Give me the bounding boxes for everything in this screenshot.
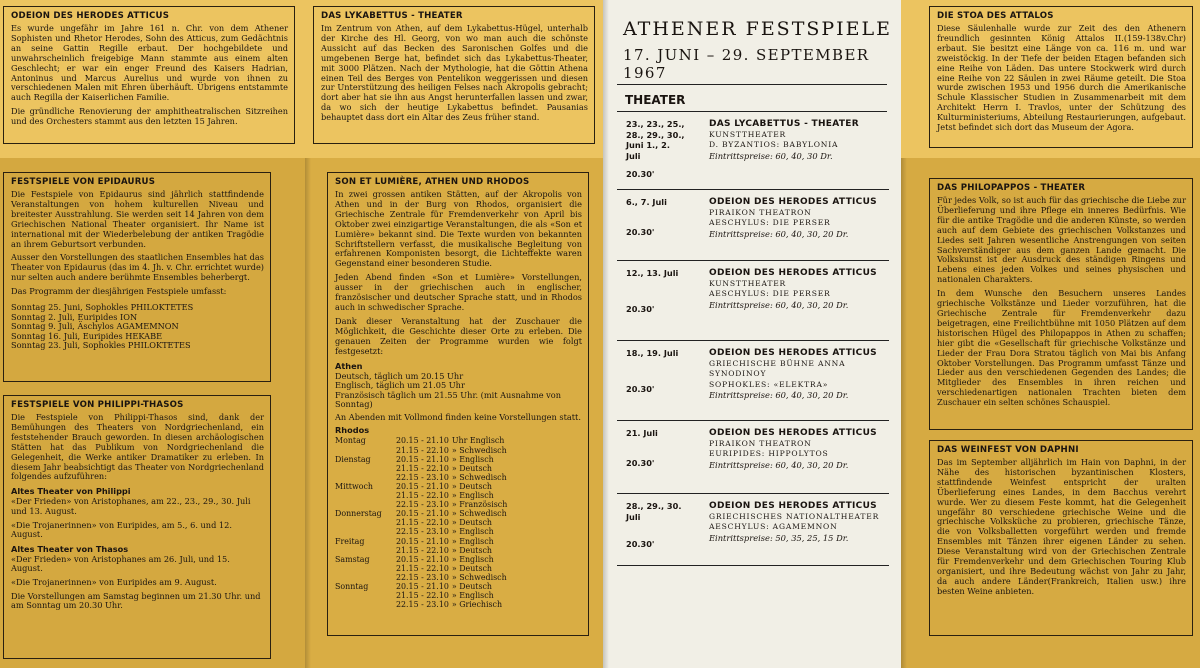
- list-item: Sonntag 9. Juli, Äschylos AGAMEMNON: [11, 321, 179, 332]
- program-time: 20.30': [626, 227, 655, 237]
- list-item: Sonntag 2. Juli, Euripides ION: [11, 311, 138, 322]
- son-text-3: Dank dieser Veranstaltung hat der Zuschauer die Möglichkeit, die Geschichte dieser Orte zu erleben. Die genauen Zeiten der Programme wurden wie folgt festgesetzt:: [335, 315, 582, 356]
- schedule-lang: Uhr Englisch: [451, 436, 505, 446]
- schedule-time: 21.15 - 22.10: [396, 518, 449, 528]
- program-ensemble: PIRAIKON THEATRON: [709, 438, 812, 448]
- philopappos-box: [929, 178, 1193, 430]
- schedule-time: 21.15 - 22.10: [396, 591, 449, 601]
- lykabettus-box: [313, 6, 595, 144]
- schedule-row: [335, 555, 510, 564]
- program-venue: ODEION DES HERODES ATTICUS: [709, 428, 877, 438]
- schedule-row: [335, 509, 510, 518]
- program-time: 20.30': [626, 169, 655, 179]
- philippi-line-2: «Die Trojanerinnen» von Euripides, am 5., 6. und 12. August.: [11, 519, 232, 540]
- program-ensemble: KUNSTTHEATER: [709, 129, 787, 139]
- list-item: Sonntag 25. Juni, Sophokles PHILOKTETES: [11, 302, 194, 313]
- program-prices: Eintrittspreise: 60, 40, 30, 20 Dr.: [709, 228, 849, 239]
- epidaurus-title: FESTSPIELE VON EPIDAURUS: [11, 177, 156, 187]
- program-dates: 23., 23., 25., 28., 29., 30., Juni 1., 2. Juli: [626, 119, 685, 161]
- stoa-title: DIE STOA DES ATTALOS: [937, 11, 1054, 21]
- program-details: [709, 501, 889, 543]
- schedule-time: 20.15 - 21.10: [396, 436, 449, 446]
- lykabettus-text: Im Zentrum von Athen, auf dem Lykabettus-Hügel, unterhalb der Kirche des Hl. Georg, von wo man auch die schönste Aussicht auf das Becken des Saronischen Golfes und die umgebenen Berge hat, befindet sich das Lykabettus-Theater, mit 3000 Plätzen. Nach der Mythologie, hat die Göttin Athena einen Teil des Berges von Pentelikon weggerissen und diesen zur Unterstützung des heiligen Felses nach Akropolis gebracht; dort aber hat sie ihn aus Angst herunterfallen lassen und zwar, da wo sich der heutige Lykabettus befindet. Pausanias behauptet dass dort ein Altar des Zeus früher stand.: [321, 23, 588, 123]
- schedule-row: [335, 455, 510, 464]
- program-venue: DAS LYCABETTUS - THEATER: [709, 119, 859, 129]
- schedule-day: Mittwoch: [335, 481, 373, 491]
- philippi-line-4: «Die Trojanerinnen» von Euripides am 9. August.: [11, 576, 217, 587]
- program-prices: Eintrittspreise: 50, 35, 25, 15 Dr.: [709, 532, 849, 543]
- schedule-lang: » Englisch: [451, 591, 494, 601]
- schedule-time: 21.15 - 22.10: [396, 545, 449, 555]
- odeion-text-1: Es wurde ungefähr im Jahre 161 n. Chr. von dem Athener Sophisten und Rhetor Herodes, Sohn des Atticus, zum Gedächtnis an seine Gattin Regille erbaut. Der hochgebildete und unwahrscheinlich freigebige Mann stammte aus einem alten Geschlecht; er war ein enger Freund des Kaisers Hadrian, Antoninus und Marcus Aurelius und wurde von ihnen zu verschiedenen Malen mit Ehren überhäuft. Übrigens entstammte auch Regilla der Kaiserlichen Familie.: [11, 23, 288, 103]
- schedule-day: [335, 491, 396, 500]
- program-entry: [617, 191, 889, 261]
- schedule-time: 22.15 - 23.10: [396, 572, 449, 582]
- epidaurus-list: [11, 303, 264, 351]
- schedule-lang: » Schwedisch: [451, 572, 507, 582]
- program-play: SOPHOKLES: «ELEKTRA»: [709, 379, 829, 389]
- program-details: [709, 197, 889, 239]
- schedule-row: [335, 446, 510, 455]
- program-details: [709, 119, 889, 161]
- schedule-lang: » Schwedisch: [451, 445, 507, 455]
- schedule-row: [335, 600, 510, 609]
- schedule-row: [335, 591, 510, 600]
- schedule-lang: » Französisch: [451, 500, 508, 510]
- program-time: 20.30': [626, 384, 655, 394]
- program-play: AESCHYLUS: DIE PERSER: [709, 218, 831, 228]
- schedule-day: [335, 518, 396, 527]
- schedule-day: [335, 600, 396, 609]
- program-venue: ODEION DES HERODES ATTICUS: [709, 348, 877, 358]
- schedule-row: [335, 500, 510, 509]
- program-prices: Eintrittspreise: 60, 40, 30, 20 Dr.: [709, 299, 849, 310]
- schedule-row: [335, 518, 510, 527]
- program-details: [709, 428, 889, 470]
- program-prices: Eintrittspreise: 60, 40, 30, 20 Dr.: [709, 390, 849, 401]
- philippi-box: [3, 395, 271, 659]
- son-text-2: Jeden Abend finden «Son et Lumière» Vorstellungen, ausser in der griechischen auch in englischer, französischer und deutscher Sprache statt, und in Rhodos auch in schwedischer Sprache.: [335, 272, 582, 312]
- schedule-lang: » Englisch: [451, 536, 494, 546]
- schedule-row: [335, 482, 510, 491]
- schedule-lang: » Deutsch: [451, 518, 493, 528]
- schedule-row: [335, 546, 510, 555]
- panel-left: [0, 0, 305, 668]
- list-item: Sonntag 16. Juli, Euripides HEKABE: [11, 330, 163, 341]
- festival-dates: 17. JUNI – 29. SEPTEMBER 1967: [623, 46, 870, 82]
- schedule-day: Samstag: [335, 554, 370, 564]
- schedule-row: [335, 527, 510, 536]
- schedule-lang: » Deutsch: [451, 545, 493, 555]
- schedule-lang: » Deutsch: [451, 463, 493, 473]
- divider: [617, 111, 887, 112]
- schedule-time: 20.15 - 21.10: [396, 509, 449, 519]
- schedule-lang: » Schwedisch: [451, 472, 507, 482]
- program-prices: Eintrittspreise: 60, 40, 30, 20 Dr.: [709, 459, 849, 470]
- schedule-day: Montag: [335, 436, 366, 446]
- program-time: 20.30': [626, 304, 655, 314]
- schedule-day: [335, 573, 396, 582]
- son-et-lumiere-box: [327, 172, 589, 636]
- divider: [617, 84, 887, 85]
- weinfest-box: [929, 440, 1193, 636]
- program-play: AESCHYLUS: AGAMEMNON: [709, 522, 838, 532]
- philippi-line-5: Die Vorstellungen am Samstag beginnen um 21.30 Uhr. und am Sonntag um 20.30 Uhr.: [11, 590, 261, 611]
- schedule-day: [335, 546, 396, 555]
- schedule-time: 22.15 - 23.10: [396, 600, 449, 610]
- schedule-day: [335, 464, 396, 473]
- program-venue: ODEION DES HERODES ATTICUS: [709, 501, 877, 511]
- stoa-text: Diese Säulenhalle wurde zur Zeit des den Athenern freundlich gesinnten König Attalos II.(159-138v.Chr) erbaut. Sie besitzt eine Länge von ca. 116 m. und war zweistöckig. In der Tiefe der beiden Etagen befanden sich eine Reihe von Läden. Das untere Stockwerk wird durch eine Reihe von 22 Säulen in zwei Räume geteilt. Die Stoa wurde zwischen 1953 und 1956 durch die Amerikanische Schule Klassischer Studien in Zusammenarbeit mit dem Architekt Herrn I. Travlos, unter der Schützung des Kulturministeriums, Abteilung Restaurierungen, aufgebaut. Jetst befindet sich dort das Museum der Agora.: [937, 23, 1186, 133]
- schedule-lang: » Deutsch: [451, 563, 493, 573]
- schedule-time: 20.15 - 21.10: [396, 581, 449, 591]
- philippi-line-1: «Der Frieden» von Aristophanes, am 22., 23., 29., 30. Juli und 13. August.: [11, 496, 251, 516]
- weinfest-title: DAS WEINFEST VON DAPHNI: [937, 445, 1079, 455]
- schedule-time: 20.15 - 21.10: [396, 554, 449, 564]
- epidaurus-text-1: Die Festspiele von Epidaurus sind jährlich stattfindende Veranstaltungen von hohem kulturellen Niveau und breitester Ausstrahlung. Sie werden seit 14 Jahren von dem Griechischen National Theater organisiert. Ihr Name ist international mit der Wiederbelebung der antiken Tragödie an ihrem Geburtsort verbunden.: [11, 189, 264, 249]
- program-details: [709, 348, 889, 401]
- program-time: 20.30': [626, 458, 655, 468]
- schedule-lang: » Englisch: [451, 527, 494, 537]
- odeion-box: [3, 6, 295, 144]
- stoa-box: [929, 6, 1193, 148]
- schedule-row: [335, 564, 510, 573]
- program-entry: [617, 495, 889, 566]
- schedule-lang: » Englisch: [451, 554, 494, 564]
- odeion-title: ODEION DES HERODES ATTICUS: [11, 11, 170, 21]
- schedule-time: 21.15 - 22.10: [396, 445, 449, 455]
- athen-note: An Abenden mit Vollmond finden keine Vorstellungen statt.: [335, 411, 581, 422]
- program-ensemble: GRIECHISCHE BÜHNE ANNA SYNODINOY: [709, 358, 846, 379]
- program-entry: [617, 262, 889, 341]
- program-ensemble: KUNSTTHEATER: [709, 278, 787, 288]
- schedule-lang: » Englisch: [451, 491, 494, 501]
- schedule-lang: » Deutsch: [451, 581, 493, 591]
- schedule-day: Donnerstag: [335, 509, 382, 519]
- epidaurus-text-2: Ausser den Vorstellungen des staatlichen Ensembles hat das Theater von Epidaurus (das im 4. Jh. v. Chr. errichtet wurde) nur selten auch andere berühmte Ensembles beherbergt.: [11, 252, 264, 283]
- athen-line: Englisch, täglich um 21.05 Uhr: [335, 380, 465, 391]
- schedule-day: Dienstag: [335, 454, 371, 464]
- schedule-row: [335, 436, 510, 445]
- schedule-row: [335, 464, 510, 473]
- program-entry: [617, 113, 889, 190]
- program-entry: [617, 342, 889, 421]
- panel-center-right: [603, 0, 901, 668]
- lykabettus-title: DAS LYKABETTUS - THEATER: [321, 11, 463, 21]
- schedule-day: [335, 473, 396, 482]
- son-title: SON ET LUMIÈRE, ATHEN UND RHODOS: [335, 177, 530, 187]
- philippi-text-1: Die Festspiele von Philippi-Thasos sind, dank der Bemühungen des Theaters von Nordgriechenland, ein feststehender Brauch geworden. In diesen archäologischen Stätten hat das Publikum von Nordgriechenland die Gelegenheit, die Werke antiker Dramatiker zu erleben. In diesem Jahr beabsichtigt das Theater von Nordgriechenland folgendes aufzuführen:: [11, 412, 264, 482]
- schedule-day: [335, 500, 396, 509]
- rhodos-subtitle: Rhodos: [335, 425, 370, 436]
- festival-title: ATHENER FESTSPIELE: [623, 18, 893, 40]
- program-prices: Eintrittspreise: 60, 40, 30 Dr.: [709, 150, 833, 161]
- schedule-time: 20.15 - 21.10: [396, 454, 449, 464]
- philopappos-text-2: In dem Wunsche den Besuchern unseres Landes griechische Volkstänze und Lieder vorzuführen, hat die Griechische Zentrale für Fremdenverkehr dazu beigetragen, eine Freilichtbühne mit 1050 Plätzen auf dem historischen Hügel des Philopappos in Athen zu schaffen; hier gibt die «Gesellschaft für griechische Volkstänze und Lieder der Frau Dora Stratou täglich von Mai bis Anfang Oktober Vorstellungen. Das Programm umfasst Tänze und Lieder aus den verschiedenen Gegenden des Landes; die Mitglieder des Ensembles in ihren reichen und verschiedenartigen nationalen Trachten bieten dem Zuschauer ein selten schönes Schauspiel.: [937, 288, 1186, 408]
- schedule-time: 21.15 - 22.10: [396, 491, 449, 501]
- rhodos-schedule: [335, 436, 510, 609]
- odeion-text-2: Die gründliche Renovierung der amphitheatralischen Sitzreihen und des Orchesters stammt aus den letzten 15 Jahren.: [11, 106, 288, 127]
- schedule-row: [335, 573, 510, 582]
- schedule-day: Freitag: [335, 536, 365, 546]
- schedule-day: [335, 446, 396, 455]
- program-dates: 12., 13. Juli: [626, 268, 679, 278]
- panel-center-left: [305, 0, 603, 668]
- schedule-day: [335, 527, 396, 536]
- program-dates: 18., 19. Juli: [626, 348, 679, 358]
- schedule-row: [335, 582, 510, 591]
- schedule-time: 22.15 - 23.10: [396, 527, 449, 537]
- philippi-title: FESTSPIELE VON PHILIPPI-THASOS: [11, 400, 184, 410]
- schedule-lang: » Englisch: [451, 454, 494, 464]
- schedule-day: [335, 564, 396, 573]
- program-venue: ODEION DES HERODES ATTICUS: [709, 268, 877, 278]
- philopappos-text-1: Für jedes Volk, so ist auch für das griechische die Liebe zur Überlieferung und ihre Pflege ein inneres Bedürfnis. Wie für die antike Tragödie und die anderen Künste, so werden auch auf dem Gebiete des griechischen Volkstanzes und Liedes seit Jahren wesentliche Anstrengungen von seiten Sachverständiger aus dem ganzen Lande gemacht. Die Volkskunst ist der Ausdruck des ständigen Ringens und Lebens eines jeden Volkes und seines physischen und nationalen Charakters.: [937, 195, 1186, 285]
- program-entry: [617, 422, 889, 494]
- schedule-lang: » Deutsch: [451, 481, 493, 491]
- schedule-row: [335, 491, 510, 500]
- schedule-time: 22.15 - 23.10: [396, 500, 449, 510]
- schedule-time: 20.15 - 21.10: [396, 536, 449, 546]
- philopappos-title: DAS PHILOPAPPOS - THEATER: [937, 183, 1086, 193]
- program-venue: ODEION DES HERODES ATTICUS: [709, 197, 877, 207]
- schedule-time: 22.15 - 23.10: [396, 472, 449, 482]
- program-play: EURIPIDES: HIPPOLYTOS: [709, 449, 829, 459]
- fold-shadow: [603, 0, 609, 668]
- schedule-time: 21.15 - 22.10: [396, 563, 449, 573]
- program-time: 20.30': [626, 539, 655, 549]
- schedule-row: [335, 537, 510, 546]
- epidaurus-box: [3, 172, 271, 382]
- program-dates: 28., 29., 30. Juli: [626, 501, 682, 522]
- schedule-lang: » Griechisch: [451, 600, 503, 610]
- section-title: THEATER: [625, 93, 686, 107]
- program-play: D. BYZANTIOS: BABYLONIA: [709, 140, 839, 150]
- schedule-row: [335, 473, 510, 482]
- epidaurus-text-3: Das Programm der diesjährigen Festspiele umfasst:: [11, 286, 227, 297]
- program-dates: 6., 7. Juli: [626, 197, 667, 207]
- program-play: AESCHYLUS: DIE PERSER: [709, 289, 831, 299]
- panel-right: [901, 0, 1200, 668]
- program-ensemble: PIRAIKON THEATRON: [709, 207, 812, 217]
- schedule-day: Sonntag: [335, 581, 369, 591]
- philippi-subtitle-1: Altes Theater von Philippi: [11, 486, 131, 497]
- philippi-line-3: «Der Frieden» von Aristophanes am 26. Juli, und 15. August.: [11, 553, 230, 574]
- schedule-day: [335, 591, 396, 600]
- son-text-1: In zwei grossen antiken Stätten, auf der Akropolis von Athen und in der Burg von Rhodos, organisiert die Griechische Zentrale für Fremdenverkehr von April bis Oktober zwei einzigartige Veranstaltungen, die als «Son et Lumière» bekannt sind. Die Texte wurden von bekannten Schriftstellern verfasst, die musikalische Begleitung von erfahrenen Komponisten besorgt, die Lichteffekte waren Gegenstand einer besonderen Studie.: [335, 189, 582, 269]
- program-details: [709, 268, 889, 310]
- philippi-subtitle-2: Altes Theater von Thasos: [11, 543, 129, 554]
- weinfest-text: Das im September alljährlich im Hain von Daphni, in der Nähe des historischen byzantinischen Klosters, stattfindende Weinfest entspricht der uralten Überlieferung eines Landes, in dem Bacchus verehrt wurde. Wer zu diesem Feste kommt, hat die Gelegenheit ungefähr 80 verschiedene griechische Weine und die griechische Volksküche zu probieren, griechische Tänze, die von Volksballetten vorgeführt werden und fremde Ensembles mit Tänzen ihrer eigenen Länder zu sehen. Diese Veranstaltung wird von der Griechischen Zentrale für Fremdenverkehr und dem Griechischen Touring Klub organisiert, und ihre Bedeutung wächst von Jahr zu Jahr, da auch andere Länder(Frankreich, Italien usw.) ihre besten Weine anbieten.: [937, 457, 1186, 596]
- athen-line: Deutsch, täglich um 20.15 Uhr: [335, 370, 464, 381]
- program-ensemble: GRIECHISCHES NATIONALTHEATER: [709, 511, 880, 521]
- athen-subtitle: Athen: [335, 360, 363, 371]
- schedule-lang: » Schwedisch: [451, 509, 507, 519]
- schedule-time: 21.15 - 22.10: [396, 463, 449, 473]
- athen-line: Französisch täglich um 21.55 Uhr. (mit Ausnahme von Sonntag): [335, 389, 561, 410]
- program-dates: 21. Juli: [626, 428, 658, 438]
- schedule-time: 20.15 - 21.10: [396, 481, 449, 491]
- list-item: Sonntag 23. Juli, Sophokles PHILOKTETES: [11, 340, 191, 351]
